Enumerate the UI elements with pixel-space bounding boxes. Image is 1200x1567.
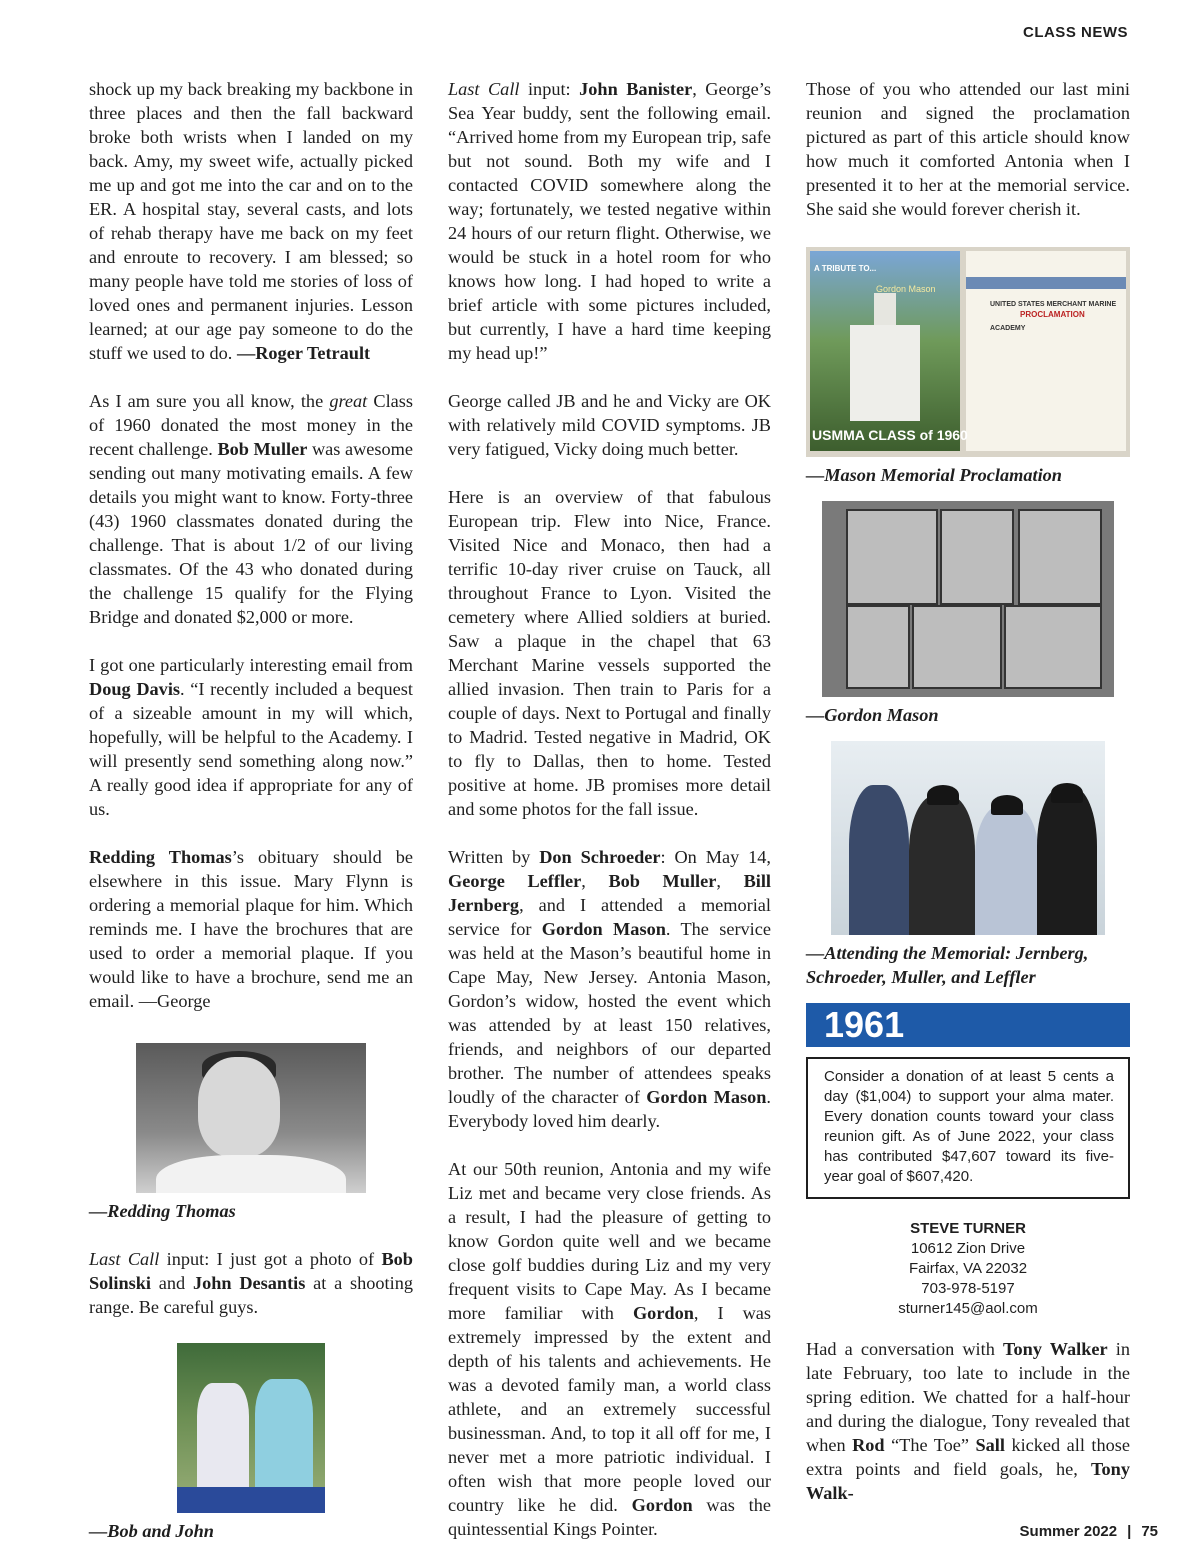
paragraph-tetrault: shock up my back breaking my backbone in three places and then the fall backward broke both wrists when I landed on my back. Amy, my sweet wife, actually picked me up and got me into the car and on to the ER. A hospital stay, several casts, and lots of rehab therapy have me back on my feet and enroute to recovery. I am blessed; so many people have told me stories of loss of loved ones and permanent injuries. Lesson learned; at our age pay someone to do the stuff we used to do. —Roger Tetrault (89, 79, 413, 363)
class-year-banner: 1961 (806, 1003, 1130, 1047)
paragraph-tony-walker: Had a conversation with Tony Walker in late February, too late to include in the spring edition. We chatted for a half-hour and during the dialogue, Tony revealed that when Rod “The Toe” Sall kicked all those extra points and field goals, he, Tony Walk- (806, 1339, 1131, 1503)
caption-redding-thomas: —Redding Thomas (89, 1201, 236, 1221)
section-header: CLASS NEWS (1022, 24, 1128, 41)
paragraph-obituary: Redding Thomas’s obituary should be elsewhere in this issue. Mary Flynn is ordering a memorial plaque for him. Which reminds me. I have the brochures that are used to order a memorial plaque. If you would like to have a brochure, send me an email. —George (89, 847, 414, 1011)
class-contact (806, 1219, 1130, 1319)
column-2 (448, 77, 771, 1541)
paragraph-europe-trip: Here is an overview of that fabulous European trip. Flew into Nice, France. Visited Nice and Monaco, then had a terrific 10-day river cruise on Tauck, all throughout France to Lyon. Visited the cemetery where Allied soldiers at buried. Saw a plaque in the chapel that 63 Merchant Marine vessels supported the allied invasion. Then train to Paris for a couple of days. Next to Portugal and finally to Madrid. Tested negative in Madrid, OK to fly to Dallas, then to home. Tested positive at home. JB promises more detail and some photos for the fall issue. (448, 487, 771, 819)
column-3 (806, 77, 1130, 1505)
column-1 (89, 77, 413, 1567)
caption-bob-and-john: —Bob and John (89, 1521, 214, 1541)
paragraph-covid: George called JB and he and Vicky are OK with relatively mild COVID symptoms. JB very fatigued, Vicky doing much better. (448, 391, 771, 459)
photo-redding-thomas (136, 1043, 366, 1193)
caption-gordon-mason: —Gordon Mason (806, 705, 939, 725)
contact-city: Fairfax, VA 22032 (908, 1260, 1028, 1277)
contact-name: STEVE TURNER (910, 1220, 1026, 1237)
photo-bob-and-john (177, 1343, 325, 1513)
contact-email: sturner145@aol.com (898, 1300, 1038, 1317)
paragraph-shooting-range: Last Call input: I just got a photo of Bob Solinski and John Desantis at a shooting range. Be careful guys. (89, 1249, 413, 1317)
paragraph-reunion: At our 50th reunion, Antonia and my wife Liz met and became very close friends. As a result, I had the pleasure of getting to know Gordon quite well and we became close golf buddies during Liz and my very frequent visits to Cape May. As I became more familiar with Gordon, I was extremely impressed by the extent and depth of his talents and achievements. He was a devoted family man, a world class athlete, and an extremely successful businessman. And, to top it all off for me, I never met a more patriotic individual. I often wish that more people loved our country like he did. Gordon was the quintessential Kings Pointer. (448, 1159, 772, 1539)
page-number: 75 (1141, 1523, 1158, 1540)
paragraph-banister: Last Call input: John Banister, George’s Sea Year buddy, sent the following email. “Arrived home from my European trip, safe but not sound. Both my wife and I contacted COVID somewhere along the way; fortunately, we tested negative within 24 hours of our return flight. Otherwise, we would be stuck in a hotel room for who knows how long. I had hoped to write a brief article with some pictures included, but currently, I have a hard time keeping my head up!” (448, 79, 771, 363)
photo-memorial-attendees (831, 741, 1105, 935)
caption-mason-proclamation: —Mason Memorial Proclamation (806, 465, 1062, 485)
paragraph-donations: As I am sure you all know, the great Class of 1960 donated the most money in the recent challenge. Bob Muller was awesome sending out many motivating emails. A few details you might want to know. Forty-three (43) 1960 classmates donated during the challenge. That is about 1/2 of our living classmates. Of the 43 who donated during the challenge 15 qualify for the Flying Bridge and donated $2,000 or more. (89, 391, 414, 627)
photo-mason-proclamation: A TRIBUTE TO... Gordon Mason USMMA CLASS of 1960 UNITED STATES MERCHANT MARINE ACADEMY PROCLAMATION (806, 247, 1130, 457)
footer-separator: | (1127, 1523, 1132, 1540)
page-footer (1020, 1523, 1158, 1540)
donation-notice: Consider a donation of at least 5 cents a day ($1,004) to support your alma mater. Every donation counts toward your class reunion gift. As of June 2022, your class has contributed $47,607 toward its five-year goal of $607,420. (806, 1057, 1130, 1199)
caption-memorial-attendees: —Attending the Memorial: Jernberg, Schroeder, Muller, and Leffler (806, 943, 1089, 987)
contact-street: 10612 Zion Drive (910, 1240, 1026, 1257)
issue-label: Summer 2022 (1019, 1523, 1118, 1540)
photo-gordon-mason (822, 501, 1114, 697)
paragraph-bequest: I got one particularly interesting email from Doug Davis. “I recently included a bequest of a sizeable amount in my will which, hopefully, will be helpful to the Academy. I will presently send something along now.” A really good idea if appropriate for any of us. (89, 655, 413, 819)
paragraph-memorial: Written by Don Schroeder: On May 14, George Leffler, Bob Muller, Bill Jernberg, and I attended a memorial service for Gordon Mason. The service was held at the Mason’s beautiful home in Cape May, New Jersey. Antonia Mason, Gordon’s widow, hosted the event which was attended by at least 150 relatives, friends, and neighbors of our departed brother. The number of attendees speaks loudly of the character of Gordon Mason. Everybody loved him dearly. (448, 847, 771, 1131)
contact-phone: 703-978-5197 (921, 1280, 1015, 1297)
paragraph-proclamation: Those of you who attended our last mini reunion and signed the proclamation pictured as part of this article should know how much it comforted Antonia when I presented it to her at the memorial service. She said she would forever cherish it. (806, 79, 1130, 219)
